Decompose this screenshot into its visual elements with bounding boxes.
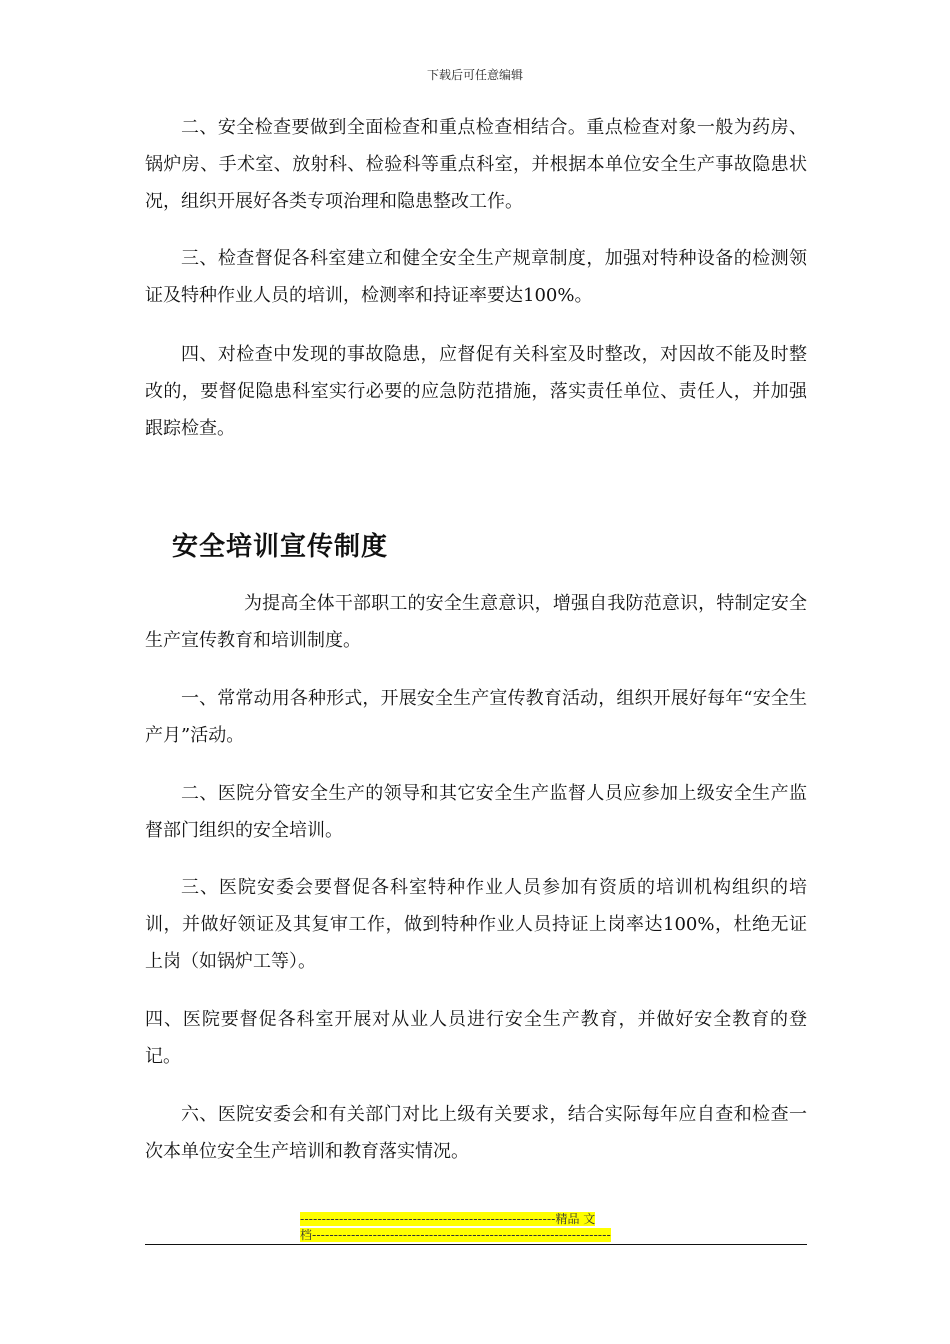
paragraph-inspection-4: 四、对检查中发现的事故隐患，应督促有关科室及时整改，对因故不能及时整改的，要督促隐患科室实行必要的应急防范措施，落实责任单位、责任人，并加强跟踪检查。 bbox=[145, 344, 807, 439]
footer-divider bbox=[145, 1244, 807, 1245]
paragraph-training-4: 四、医院要督促各科室开展对从业人员进行安全生产教育，并做好安全教育的登记。 bbox=[145, 1009, 807, 1067]
paragraph-training-1: 一、常常动用各种形式，开展安全生产宣传教育活动，组织开展好每年“安全生产月”活动。 bbox=[145, 688, 807, 746]
section-title: 安全培训宣传制度 bbox=[172, 532, 389, 562]
footer-mark-line2: 档--------------------------------------------------------------------- bbox=[300, 1228, 611, 1242]
paragraph-training-6: 六、医院安委会和有关部门对比上级有关要求，结合实际每年应自查和检查一次本单位安全生产培训和教育落实情况。 bbox=[145, 1104, 807, 1162]
paragraph-training-2: 二、医院分管安全生产的领导和其它安全生产监督人员应参加上级安全生产监督部门组织的安全培训。 bbox=[145, 783, 807, 841]
footer-watermark bbox=[300, 1211, 650, 1243]
header-note: 下载后可任意编辑 bbox=[426, 68, 523, 82]
paragraph-inspection-3: 三、检查督促各科室建立和健全安全生产规章制度，加强对特种设备的检测领证及特种作业人员的培训，检测率和持证率要达100%。 bbox=[145, 248, 807, 306]
paragraph-training-3: 三、医院安委会要督促各科室特种作业人员参加有资质的培训机构组织的培训，并做好领证及其复审工作，做到特种作业人员持证上岗率达100%，杜绝无证上岗（如锅炉工等）。 bbox=[145, 877, 807, 972]
training-intro-paragraph: 为提高全体干部职工的安全生意意识，增强自我防范意识，特制定安全生产宣传教育和培训制度。 bbox=[145, 593, 807, 651]
paragraph-inspection-2: 二、安全检查要做到全面检查和重点检查相结合。重点检查对象一般为药房、锅炉房、手术室、放射科、检验科等重点科室，并根据本单位安全生产事故隐患状况，组织开展好各类专项治理和隐患整改工作。 bbox=[145, 117, 807, 212]
footer-mark-line1: -----------------------------------------------------------精品 文 bbox=[300, 1212, 596, 1226]
